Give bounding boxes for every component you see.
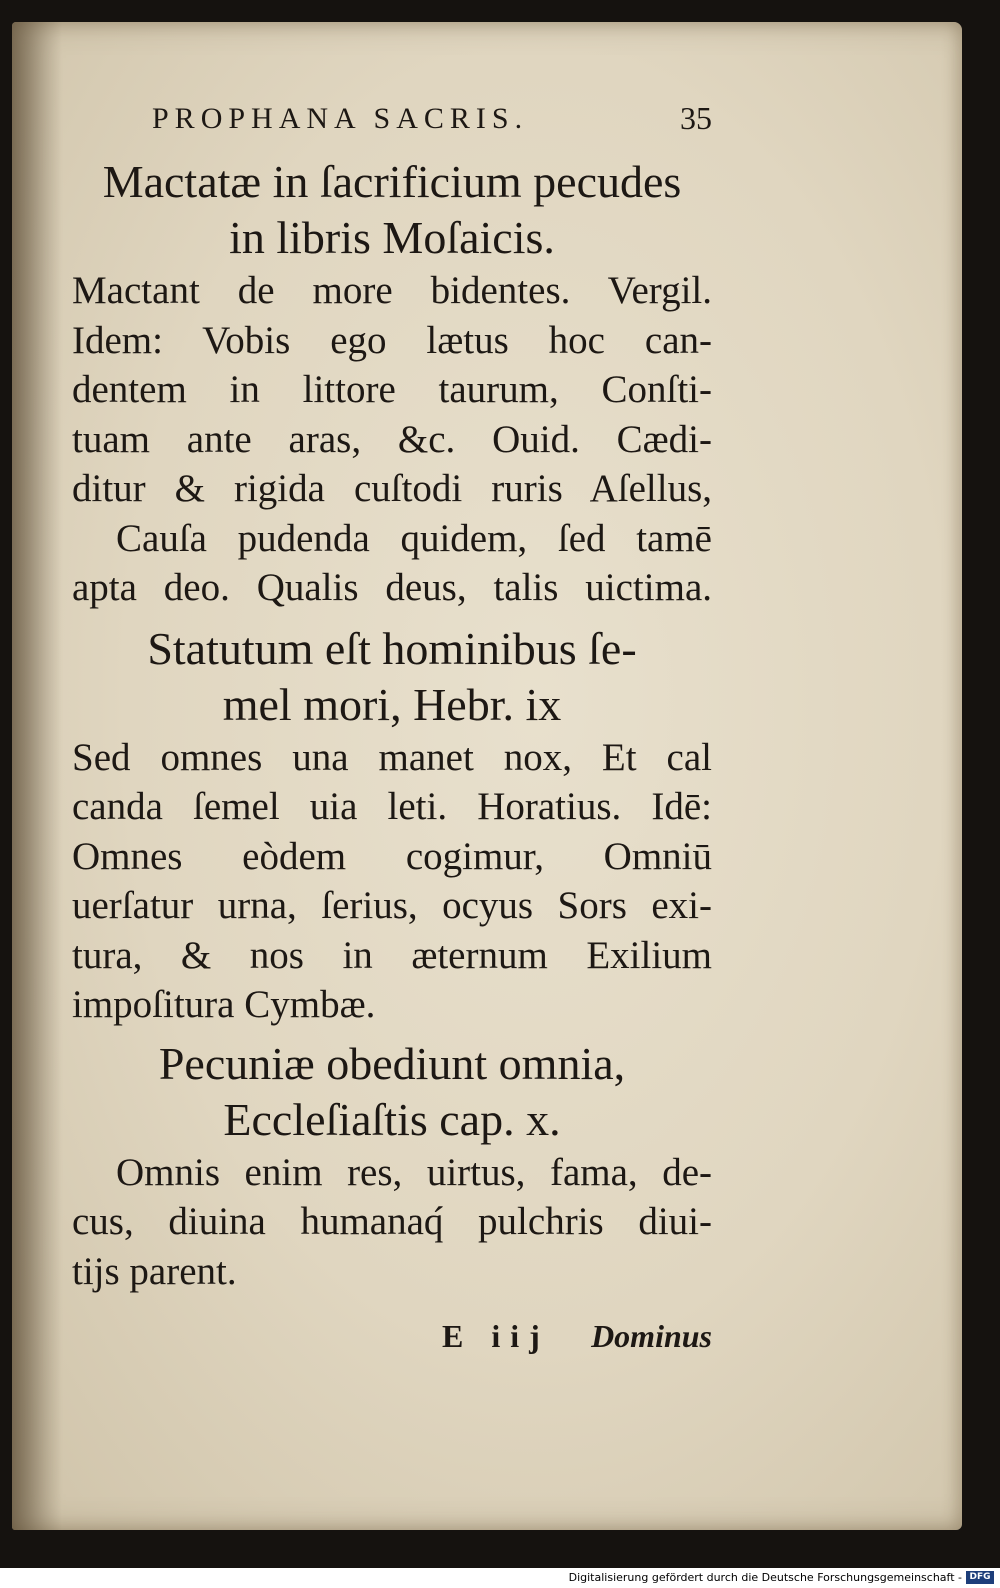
section-body <box>72 1148 712 1297</box>
text-block <box>72 100 712 1362</box>
book-page <box>12 22 962 1530</box>
body-line: apta deo. Qualis deus, talis uictima. <box>72 566 712 609</box>
body-line: Idem: Vobis ego lætus hoc can- <box>72 318 712 362</box>
heading-line: Mactatæ in ſacrificium pecudes <box>102 156 682 207</box>
section-body <box>72 733 712 1030</box>
body-line: Mactant de more bidentes. Vergil. <box>72 269 712 312</box>
running-head-title: PROPHANA SACRIS. <box>152 102 529 135</box>
catchword: Dominus <box>591 1318 712 1354</box>
section-body <box>72 266 712 613</box>
body-line: impoſitura Cymbæ. <box>72 983 376 1026</box>
body-line: cus, diuina humanaq́ pulchris diui- <box>72 1200 712 1243</box>
body-line: canda ſemel uia leti. Horatius. Idē: <box>72 785 712 828</box>
heading-line: in libris Moſaicis. <box>229 212 555 263</box>
page-number: 35 <box>680 100 712 136</box>
body-line: uerſatur urna, ſerius, ocyus Sors exi- <box>72 884 712 927</box>
dfg-logo: DFG <box>966 1571 994 1584</box>
funding-credit: Digitalisierung gefördert durch die Deutsche Forschungsgemeinschaft - <box>568 1571 962 1584</box>
body-line: Cauſa pudenda quidem, ſed tamē <box>116 516 712 560</box>
body-line: ditur & rigida cuſtodi ruris Aſellus, <box>72 467 712 510</box>
running-head <box>72 100 712 150</box>
footer-bar <box>0 1568 1000 1588</box>
body-line: Omnis enim res, uirtus, fama, de- <box>116 1150 712 1194</box>
heading-line: Pecuniæ obediunt omnia, <box>158 1037 626 1089</box>
heading-line: Statutum eſt hominibus ſe- <box>147 622 637 674</box>
body-line: tura, & nos in æternum Exilium <box>72 933 712 977</box>
section-heading <box>72 154 712 266</box>
body-line: tijs parent. <box>72 1249 237 1293</box>
body-line: Sed omnes una manet nox, Et cal <box>72 735 712 779</box>
catchline <box>72 1312 712 1362</box>
body-line: tuam ante aras, &c. Ouid. Cædi- <box>72 417 712 461</box>
body-line: Omnes eòdem cogimur, Omniū <box>72 834 712 878</box>
section-heading <box>72 621 712 733</box>
page-gutter-shadow <box>12 22 62 1530</box>
section-heading <box>72 1036 712 1148</box>
body-line: dentem in littore taurum, Conſti- <box>72 368 712 411</box>
heading-line: mel mori, Hebr. ix <box>222 678 562 730</box>
signature-mark: E iij <box>442 1318 550 1354</box>
heading-line: Eccleſiaſtis cap. x. <box>223 1093 561 1145</box>
